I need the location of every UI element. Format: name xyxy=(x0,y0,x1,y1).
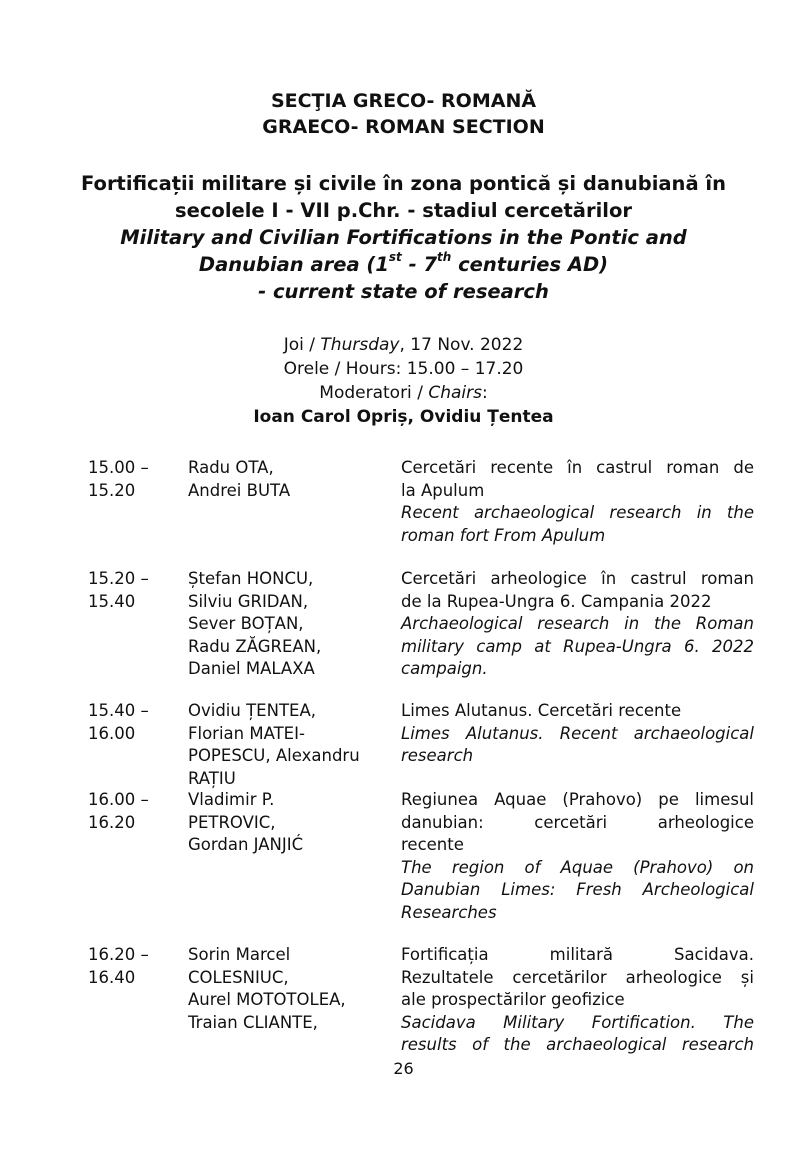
session-authors: Sorin Marcel COLESNIUC, Aurel MOTOTOLEA, Traian CLIANTE, xyxy=(188,945,346,1032)
session-chairs-label: Moderatori / Chairs: xyxy=(319,383,488,403)
session-paper-title: Regiunea Aquae (Prahovo) pe limesul danubian: cercetări arheologice recente The region of Aquae (Prahovo) on Danubian Limes: Fresh Archeological Researches xyxy=(401,790,754,922)
page-number: 26 xyxy=(393,1059,414,1078)
session-time: 15.20 – 15.40 xyxy=(88,569,149,611)
symposium-title-en-line2: Danubian area (1st - 7th centuries AD) xyxy=(198,249,609,276)
session-paper-title: Cercetări arheologice în castrul roman de la Rupea-Ungra 6. Campania 2022 Archaeological research in the Roman military camp at Rupea-Ungra 6. 2022 campaign. xyxy=(401,569,754,679)
session-time: 16.00 – 16.20 xyxy=(88,790,149,832)
session-paper-title: Limes Alutanus. Cercetări recente Limes Alutanus. Recent archaeological research xyxy=(401,701,754,766)
section-title-ro: SECŢIA GRECO- ROMANĂ xyxy=(270,90,537,112)
session-time: 15.40 – 16.00 xyxy=(88,701,149,743)
symposium-title-ro-line1: Fortificații militare și civile în zona pontică și danubiană în xyxy=(81,172,726,195)
session-date: Joi / Thursday, 17 Nov. 2022 xyxy=(283,335,524,355)
symposium-title-en-line1: Military and Civilian Fortifications in the Pontic and xyxy=(120,226,687,249)
session-hours: Orele / Hours: 15.00 – 17.20 xyxy=(283,359,524,379)
session-chairs-names: Ioan Carol Opriș, Ovidiu Țentea xyxy=(253,407,554,427)
session-time: 15.00 – 15.20 xyxy=(88,458,149,500)
session-authors: Radu OTA, Andrei BUTA xyxy=(188,458,291,500)
session-time: 16.20 – 16.40 xyxy=(88,945,149,987)
session-authors: Ștefan HONCU, Silviu GRIDAN, Sever BOȚAN, Radu ZĂGREAN, Daniel MALAXA xyxy=(188,569,322,679)
symposium-title-en-line3: - current state of research xyxy=(258,280,549,303)
session-paper-title: Cercetări recente în castrul roman de la Apulum Recent archaeological research in the roman fort From Apulum xyxy=(401,458,754,545)
section-title-en: GRAECO- ROMAN SECTION xyxy=(262,116,545,138)
session-authors: Vladimir P. PETROVIC, Gordan JANJIĆ xyxy=(188,790,304,855)
symposium-title-ro-line2: secolele I - VII p.Chr. - stadiul cercetărilor xyxy=(175,199,632,222)
session-authors: Ovidiu ȚENTEA, Florian MATEI- POPESCU, Alexandru RAȚIU xyxy=(188,701,360,788)
session-paper-title: Fortificația militară Sacidava. Rezultatele cercetărilor arheologice și ale prospectărilor geofizice Sacidava Military Fortification. The results of the archaeological research xyxy=(401,945,754,1055)
